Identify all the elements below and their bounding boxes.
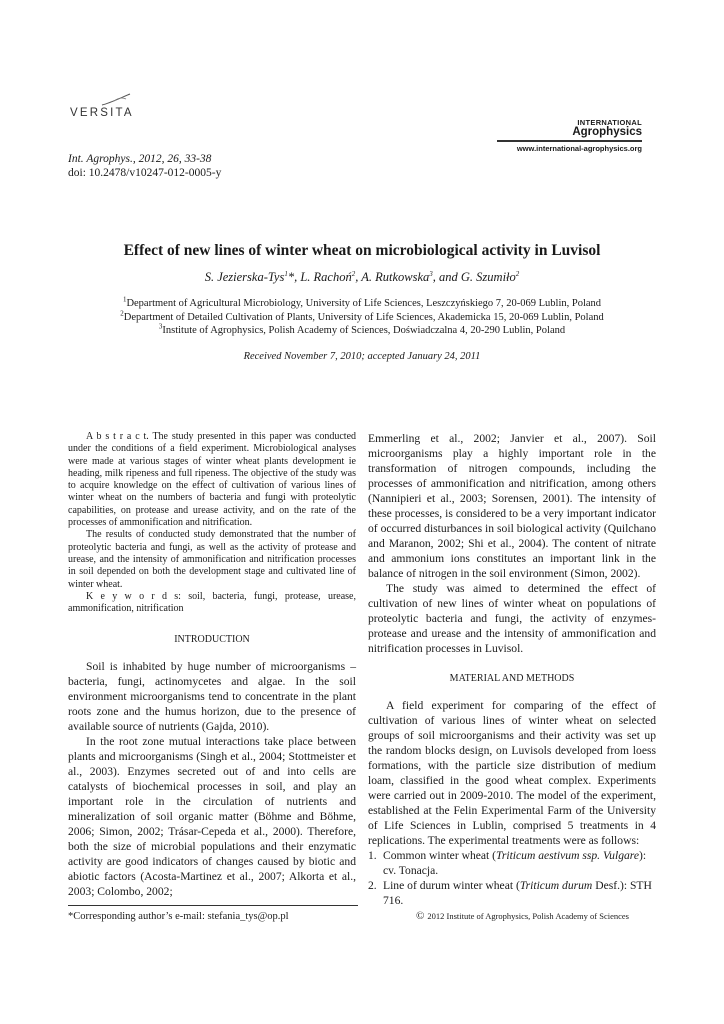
abstract-label: A b s t r a c t. (86, 431, 149, 442)
brand-line-1: INTERNATIONAL (577, 118, 642, 127)
author-affil-sup: 3 (429, 269, 433, 278)
journal-brand (497, 118, 642, 153)
author: S. Jezierska-Tys (204, 270, 285, 284)
copyright-text: 2012 Institute of Agrophysics, Polish Academy of Sciences (427, 911, 629, 921)
keywords-text: soil, bacteria, fungi, protease, urease, ammonification, nitrification (68, 590, 356, 615)
intro-paragraph-3: Emmerling et al., 2002; Janvier et al., 2007). Soil microorganisms play a highly important role in the transformation of nitrogen compounds, including the processes of ammonification and nitrification, among others (Nannipieri et al., 2003; Sorensen, 2001). The intensity of these processes, is considered to be a very important indicator of occurred disturbances in soil biological activity (Quilchano and Maranon, 2002; Shi et al., 2004). The content of nitrate and ammonium ions constitutes an important link in the balance of nitrogen in the soil environment (Simon, 2002). (368, 432, 656, 580)
leaf-icon (100, 93, 134, 107)
affiliation-sup: 3 (158, 322, 163, 331)
list-item (368, 848, 656, 878)
doi: doi: 10.2478/v10247-012-0005-y (68, 167, 222, 179)
affiliation (0, 297, 724, 311)
list-text: Common winter wheat ( (383, 849, 497, 862)
author-affil-sup: 1 (284, 269, 288, 278)
keywords-label: K e y w o r d s: (86, 590, 181, 602)
intro-paragraph-1: Soil is inhabited by huge number of microorganisms – bacteria, fungi, actinomycetes and algae. In the soil environment microorganisms tend to concentrate in the plant roots zone and the humus horizon, due to the presence of available source of nutrients (Gajda, 2010). (68, 660, 356, 734)
list-text: Desf.): STH 716. (383, 879, 652, 907)
author-affil-sup: 2 (515, 269, 520, 278)
copyright-icon: © (416, 910, 425, 922)
received-dates: Received November 7, 2010; accepted January 24, 2011 (243, 351, 481, 362)
keywords (68, 591, 356, 616)
author-list (0, 270, 724, 285)
brand-divider (497, 140, 642, 142)
affiliation (0, 311, 724, 325)
footnote-divider (68, 905, 358, 906)
abstract-text: The study presented in this paper was conducted under the conditions of a field experiment. Microbiological analyses were made at various stages of winter wheat plants development ie heading, milk ripeness and full ripeness. The objective of the study was to acquire knowledge on the effect of cultivation of various lines of winter wheat on the numbers of bacteria and fungi with proteolytic capabilities, on protease and urease activity, and on the rate of the processes of ammonification and nitrification. (68, 431, 357, 529)
author: A. Rutkowska (361, 270, 430, 284)
affiliation-text: Department of Detailed Cultivation of Plants, University of Life Sciences, Akademicka 15, 20-069 Lublin, Poland (123, 311, 604, 323)
affiliation-sup: 1 (122, 295, 127, 304)
list-number: 2. (368, 879, 377, 892)
journal-citation: Int. Agrophys., 2012, 26, 33-38 (68, 153, 212, 165)
species-name: Triticum aestivum ssp. Vulgare (496, 849, 640, 862)
paper-title: Effect of new lines of winter wheat on microbiological activity in Luvisol (123, 242, 601, 259)
methods-heading: MATERIAL AND METHODS (449, 673, 575, 684)
treatment-list (368, 848, 656, 908)
author-separator: *, (287, 270, 301, 284)
right-column (368, 431, 656, 908)
list-text: ): cv. Tonacja. (383, 849, 647, 877)
footnote: *Corresponding author’s e-mail: stefania_tys@op.pl (68, 911, 289, 922)
author-separator: , and (432, 270, 461, 284)
affiliation-text: Institute of Agrophysics, Polish Academy of Sciences, Doświadczalna 4, 20-290 Lublin, Poland (162, 325, 566, 336)
left-column (68, 431, 356, 899)
affiliation (0, 324, 724, 338)
publisher-logo (70, 93, 150, 127)
abstract-results: The results of conducted study demonstrated that the number of proteolytic bacteria and fungi, as well as the activity of protease and urease, and the intensity of ammonification and nitrification processes in soil depended on both the development stage and cultivated line of winter wheat. (68, 529, 356, 590)
intro-paragraph-2: In the root zone mutual interactions take place between plants and microorganisms (Singh et al., 2004; Stottmeister et al., 2003). Enzymes secreted out of and into cells are catalysts of biochemical processes in soil, and play an important role in the circulation of nutrients and mineralization of soil organic matter (Böhme and Böhme, 2006; Simon, 2002; Trásar-Cepeda et al., 2000). Therefore, both the size of microbial populations and their enzymatic activity are good indicators of changes caused by biotic and abiotic factors (Acosta-Martinez et al., 2007; Alkorta et al., 2003; Colombo, 2002; (68, 735, 356, 899)
citation-block (68, 152, 221, 180)
author-separator: , (355, 270, 362, 284)
author: L. Rachoń (300, 270, 352, 284)
abstract-paragraph (68, 431, 356, 529)
intro-paragraph-4: The study was aimed to determined the effect of cultivation of new lines of winter wheat on populations of proteolytic bacteria and fungi, the activity of enzymes-protease and urease and the intensity of ammonification and nitrification processes in Luvisol. (368, 582, 656, 655)
methods-paragraph-1: A field experiment for comparing of the effect of cultivation of various lines of winter wheat on selected groups of soil microorganisms and their activity was set up the random blocks design, on Luvisols developed from loess formations, with the particle size distribution of medium loam, classified in the good wheat complex. Experiments were carried out in 2009-2010. The model of the experiment, established at the Felin Experimental Farm of the University of Life Sciences in Lublin, comprised 5 treatments in 4 replications. The experimental treatments were as follows: (368, 699, 656, 847)
affiliations (0, 297, 724, 338)
introduction-heading: INTRODUCTION (174, 634, 250, 646)
journal-url[interactable]: www.international-agrophysics.org (516, 144, 642, 153)
affiliation-sup: 2 (120, 309, 124, 317)
list-number: 1. (368, 849, 377, 862)
author: G. Szumiło (460, 270, 516, 284)
author-affil-sup: 2 (351, 269, 356, 278)
list-item (368, 878, 656, 908)
publisher-name: VERSITA (70, 107, 134, 119)
copyright (416, 910, 629, 922)
species-name: Triticum durum (519, 879, 593, 892)
affiliation-text: Department of Agricultural Microbiology, University of Life Sciences, Leszczyńskiego 7, 20-069 Lublin, Poland (126, 298, 602, 309)
brand-line-2: Agrophysics (572, 126, 642, 138)
list-text: Line of durum winter wheat ( (383, 879, 520, 892)
